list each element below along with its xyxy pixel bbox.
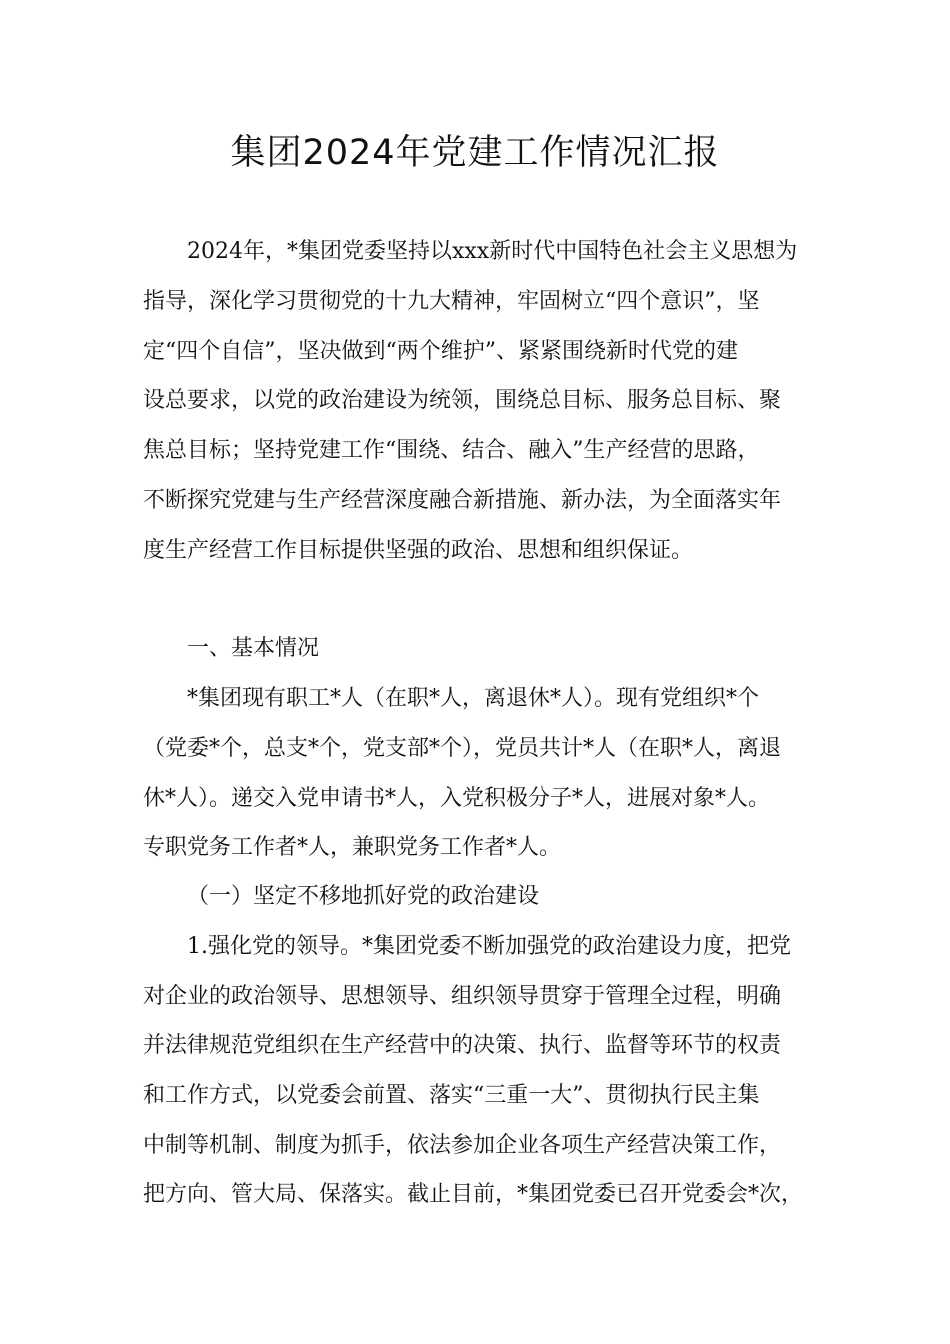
section1-line-4: 专职党务工作者*人，兼职党务工作者*人。 <box>143 835 562 860</box>
item1-line-1: 1.强化党的领导。*集团党委不断加强党的政治建设力度，把党 <box>187 934 791 959</box>
item1-line-4: 和工作方式，以党委会前置、落实“三重一大”、贯彻执行民主集 <box>143 1083 760 1108</box>
section-heading-basic: 一、基本情况 <box>187 636 320 661</box>
intro-line-1: 2024年，*集团党委坚持以xxx新时代中国特色社会主义思想为 <box>187 239 798 264</box>
item1-line-3: 并法律规范党组织在生产经营中的决策、执行、监督等环节的权责 <box>143 1033 782 1058</box>
document-title: 集团2024年党建工作情况汇报 <box>230 133 720 173</box>
section1-line-1: *集团现有职工*人（在职*人，离退休*人）。现有党组织*个 <box>187 686 760 711</box>
intro-line-5: 焦总目标；坚持党建工作“围绕、结合、融入”生产经营的思路， <box>143 438 760 463</box>
intro-line-3: 定“四个自信”，坚决做到“两个维护”、紧紧围绕新时代党的建 <box>143 339 738 364</box>
intro-line-7: 度生产经营工作目标提供坚强的政治、思想和组织保证。 <box>143 538 694 563</box>
section1-line-3: 休*人）。递交入党申请书*人，入党积极分子*人，进展对象*人。 <box>143 786 771 811</box>
item1-line-6: 把方向、管大局、保落实。截止目前，*集团党委已召开党委会*次， <box>143 1182 804 1207</box>
intro-line-2: 指导，深化学习贯彻党的十九大精神，牢固树立“四个意识”，坚 <box>143 289 760 314</box>
section1-line-2: （党委*个，总支*个，党支部*个），党员共计*人（在职*人，离退 <box>143 736 782 761</box>
item1-line-5: 中制等机制、制度为抓手，依法参加企业各项生产经营决策工作， <box>143 1133 782 1158</box>
item1-line-2: 对企业的政治领导、思想领导、组织领导贯穿于管理全过程，明确 <box>143 984 782 1009</box>
subsection-heading-political: （一）坚定不移地抓好党的政治建设 <box>187 884 540 909</box>
intro-line-4: 设总要求，以党的政治建设为统领，围绕总目标、服务总目标、聚 <box>143 388 782 413</box>
intro-line-6: 不断探究党建与生产经营深度融合新措施、新办法，为全面落实年 <box>143 488 782 513</box>
